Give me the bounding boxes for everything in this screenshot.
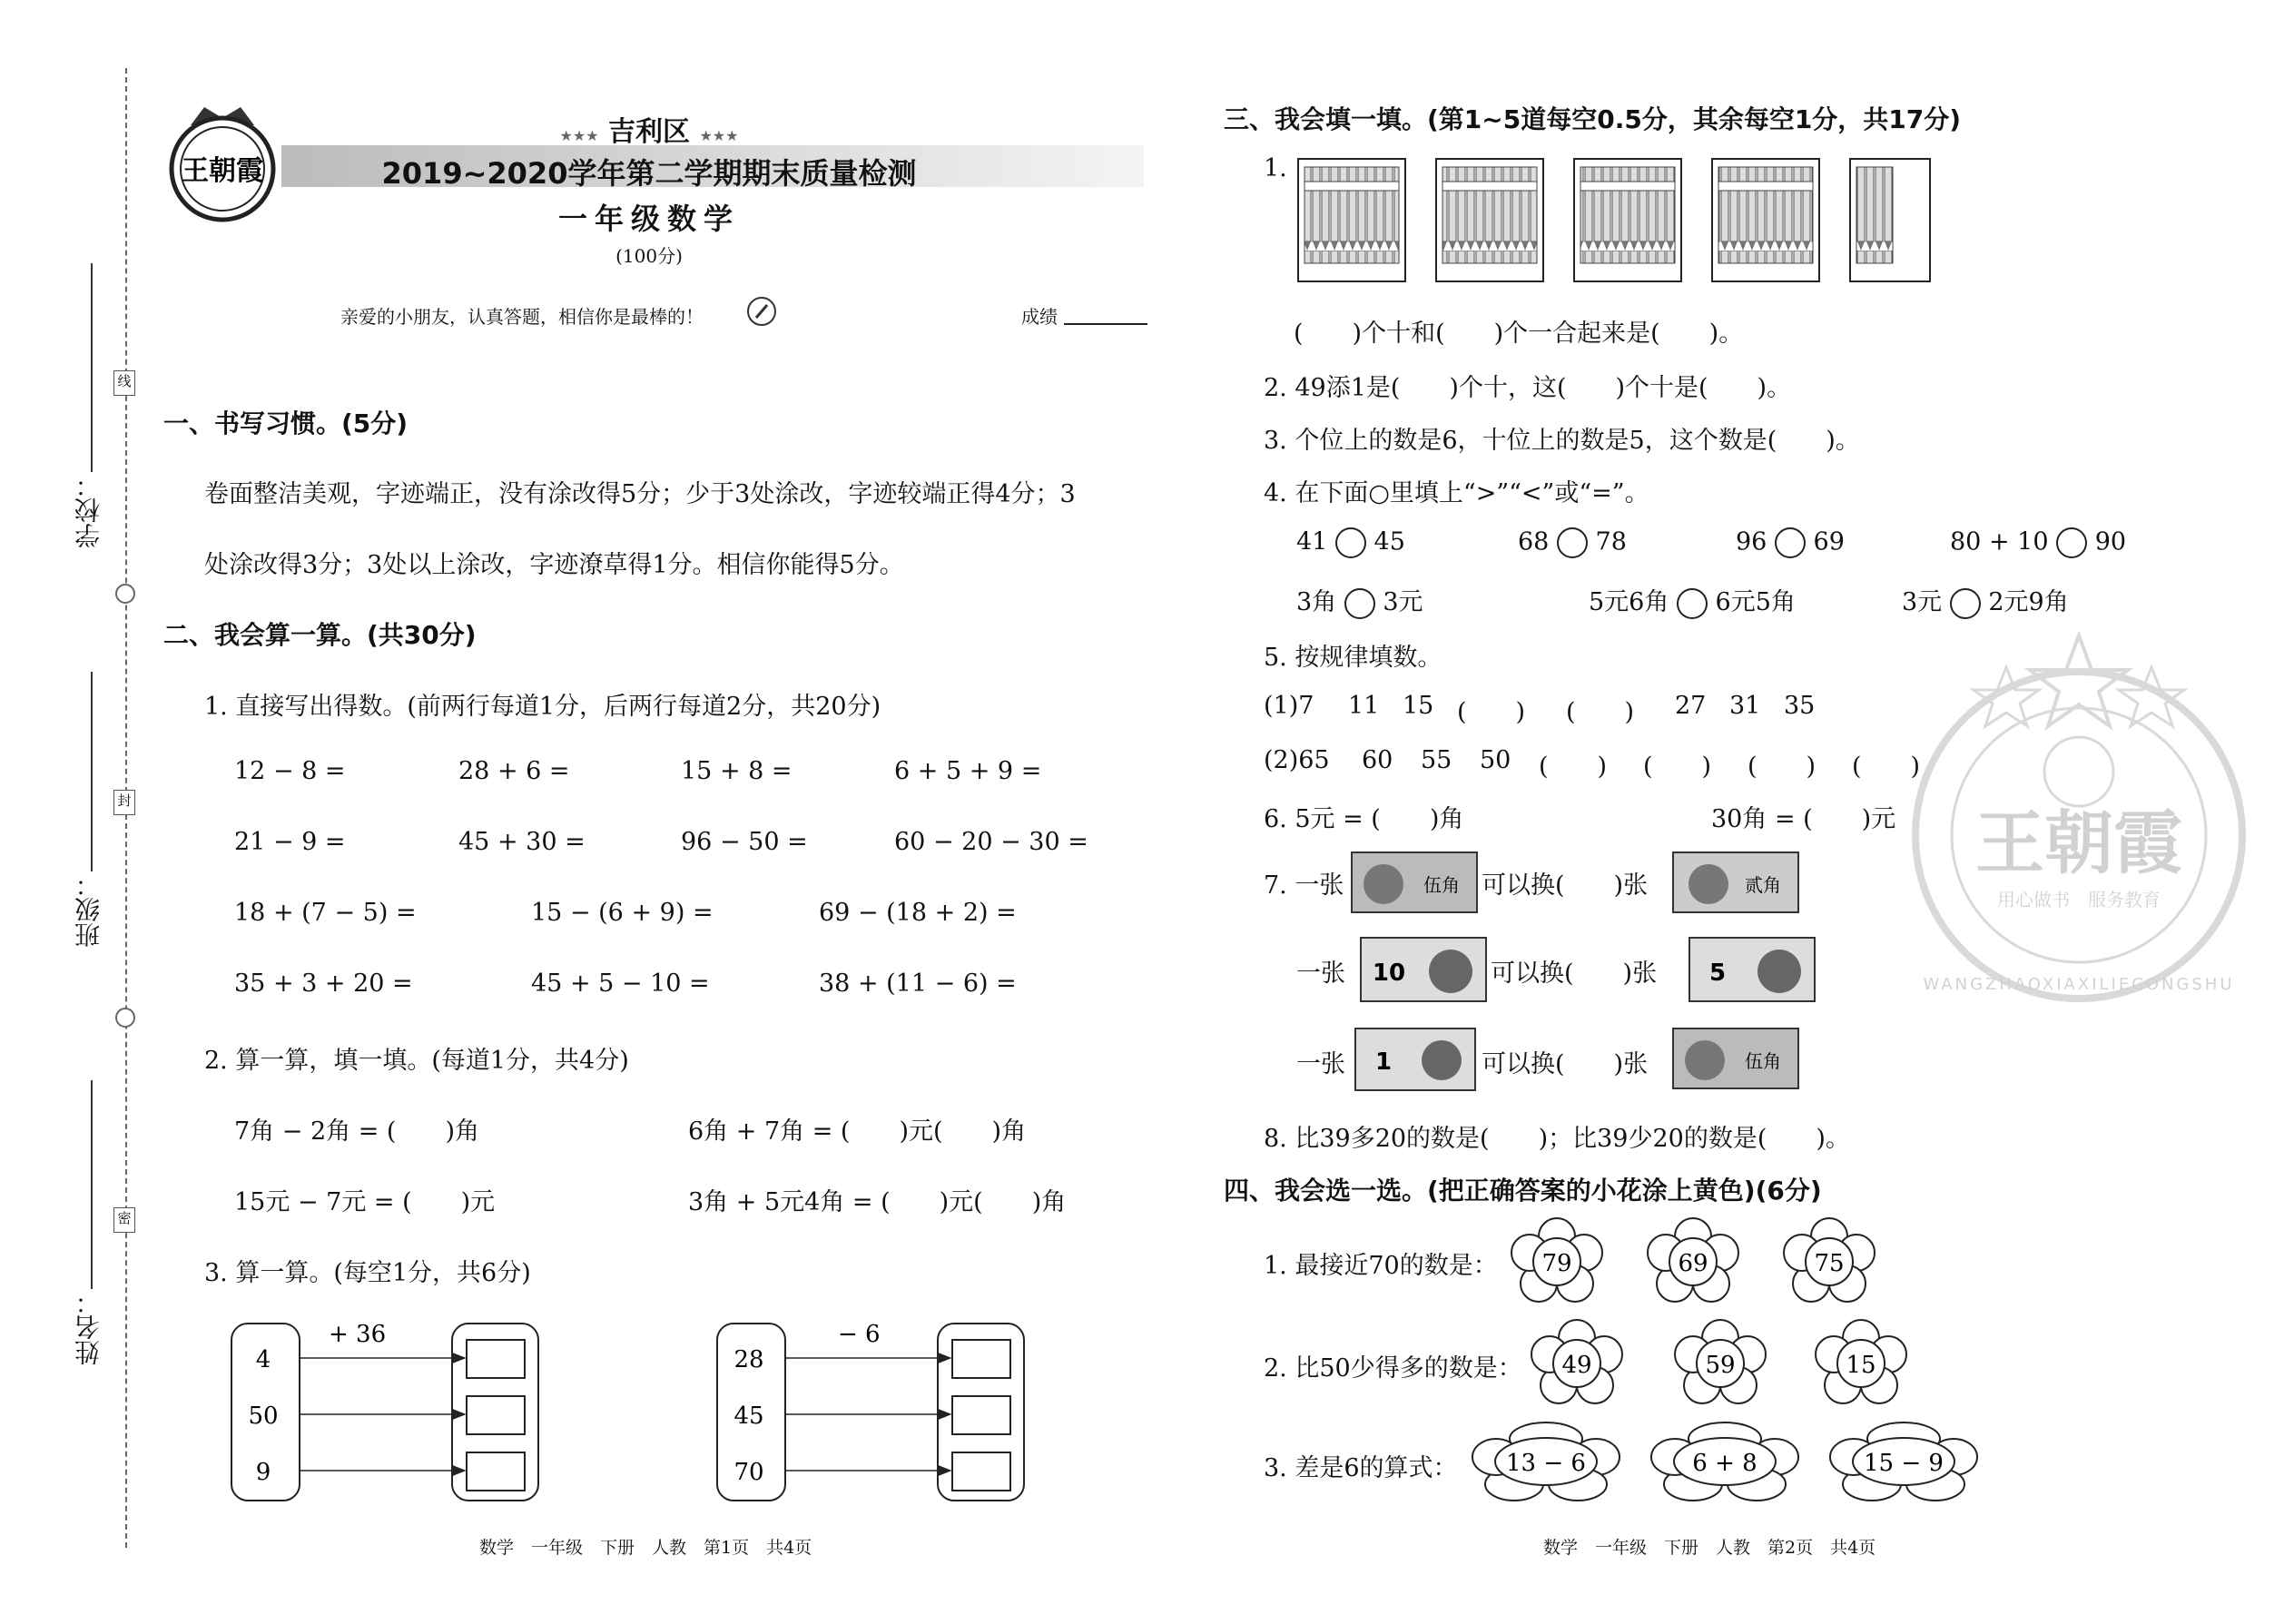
- calc-item: 15 − (6 + 9) =: [531, 899, 714, 927]
- money-calc: 6角 + 7角 = ( )元( )角: [688, 1117, 1027, 1146]
- flower-option[interactable]: [1826, 1421, 1981, 1502]
- section-3-title: 三、我会填一填。(第1~5道每空0.5分，其余每空1分，共17分): [1224, 104, 1962, 134]
- banknote-1-yuan: [1354, 1028, 1476, 1091]
- pencil-bundles: [1294, 154, 1947, 290]
- calc-item: 35 + 3 + 20 =: [234, 969, 413, 998]
- svg-text:6 + 8: 6 + 8: [1692, 1450, 1757, 1477]
- q2-1-title: 1. 直接写出得数。(前两行每道1分，后两行每道2分，共20分): [204, 693, 881, 721]
- q3-7a-prefix: 7. 一张: [1264, 871, 1344, 900]
- compare-item: 96 69: [1736, 527, 1845, 558]
- svg-text:伍角: 伍角: [1745, 1050, 1781, 1072]
- footer-left: 数学 一年级 下册 人教 第1页 共4页: [479, 1538, 812, 1558]
- svg-text:69: 69: [1678, 1250, 1708, 1277]
- q2-3-title: 3. 算一算。(每空1分，共6分): [204, 1259, 531, 1287]
- seal-mark-seal: 封: [113, 790, 135, 815]
- q4-3: 3. 差是6的算式：: [1264, 1454, 1458, 1482]
- sequence-item: 35: [1784, 692, 1816, 720]
- mapping-diagram-1: [227, 1314, 545, 1510]
- sequence-item: (1)7: [1264, 692, 1314, 720]
- section-1-title: 一、书写习惯。(5分): [163, 408, 409, 438]
- sequence-blank[interactable]: ( ): [1643, 753, 1712, 781]
- input-value: 28: [733, 1346, 764, 1373]
- section-2-title: 二、我会算一算。(共30分): [163, 620, 477, 650]
- q4-1: 1. 最接近70的数是：: [1264, 1252, 1498, 1280]
- svg-text:59: 59: [1705, 1352, 1736, 1379]
- bundle-of-ten: [1436, 159, 1543, 281]
- pencil-icon: [746, 296, 777, 327]
- flower-option[interactable]: [1527, 1318, 1627, 1409]
- name-label: 姓名：: [74, 1289, 103, 1365]
- q3-1-number: 1.: [1264, 154, 1287, 182]
- sequence-item: 11: [1348, 692, 1380, 720]
- flower-option[interactable]: [1507, 1216, 1607, 1307]
- q3-7c-suffix: 可以换( )张: [1482, 1050, 1649, 1078]
- sequence-blank[interactable]: ( ): [1457, 698, 1526, 726]
- q3-6b: 30角 = ( )元: [1711, 805, 1896, 833]
- svg-text:贰角: 贰角: [1745, 874, 1781, 896]
- q4-2: 2. 比50少得多的数是：: [1264, 1354, 1522, 1383]
- sequence-item: 50: [1480, 746, 1511, 774]
- answer-box[interactable]: [467, 1396, 525, 1434]
- banknote-2-jiao: [1672, 851, 1799, 913]
- watermark-name: 王朝霞: [1975, 802, 2182, 883]
- compare-item: 3角 3元: [1296, 582, 1423, 619]
- input-value: 45: [733, 1403, 764, 1430]
- compare-circle[interactable]: [1677, 588, 1708, 619]
- binding-hole: [115, 1008, 135, 1028]
- calc-item: 38 + (11 − 6) =: [819, 969, 1017, 998]
- banknote-10-yuan: [1360, 937, 1487, 1002]
- loose-pencils: [1850, 159, 1930, 281]
- compare-item: 5元6角 6元5角: [1589, 582, 1796, 619]
- flower-option[interactable]: [1670, 1318, 1770, 1409]
- subject-title: 一年级数学: [557, 202, 740, 236]
- sequence-item: 31: [1729, 692, 1761, 720]
- watermark-slogan: 用心做书 服务教育: [1997, 889, 2161, 910]
- q2-2-title: 2. 算一算，填一填。(每道1分，共4分): [204, 1047, 629, 1075]
- sequence-blank[interactable]: ( ): [1852, 753, 1921, 781]
- flower-option[interactable]: [1643, 1216, 1743, 1307]
- section-1-text-1: 卷面整洁美观，字迹端正，没有涂改得5分；少于3处涂改，字迹较端正得4分；3: [204, 480, 1076, 508]
- sequence-item: 60: [1362, 746, 1393, 774]
- watermark-ring: WANGZHAOXIAXILIECONGSHU: [1923, 975, 2235, 994]
- svg-text:5: 5: [1708, 960, 1727, 987]
- q3-6a: 6. 5元 = ( )角: [1264, 805, 1464, 833]
- bundle-of-ten: [1712, 159, 1819, 281]
- svg-text:15: 15: [1846, 1352, 1876, 1379]
- compare-item: 41 45: [1296, 527, 1405, 558]
- q3-4: 4. 在下面○里填上“>”“<”或“=”。: [1264, 479, 1649, 507]
- svg-text:1: 1: [1374, 1048, 1393, 1076]
- sequence-blank[interactable]: ( ): [1748, 753, 1816, 781]
- svg-text:79: 79: [1541, 1250, 1572, 1277]
- total-score: (100分): [615, 245, 683, 267]
- section-4-title: 四、我会选一选。(把正确答案的小花涂上黄色)(6分): [1224, 1176, 1822, 1206]
- banknote-5-jiao: [1351, 851, 1478, 913]
- q3-5: 5. 按规律填数。: [1264, 644, 1442, 672]
- calc-item: 15 + 8 =: [681, 757, 793, 785]
- sequence-item: 55: [1421, 746, 1452, 774]
- sequence-item: 27: [1675, 692, 1707, 720]
- calc-item: 96 − 50 =: [681, 828, 808, 856]
- money-calc: 15元 − 7元 = ( )元: [234, 1188, 496, 1216]
- sequence-blank[interactable]: ( ): [1566, 698, 1635, 726]
- calc-item: 28 + 6 =: [458, 757, 570, 785]
- sequence-blank[interactable]: ( ): [1539, 753, 1608, 781]
- sequence-item: 15: [1403, 692, 1434, 720]
- watermark-seal: [1897, 617, 2260, 1008]
- name-field[interactable]: [91, 1080, 93, 1289]
- money-calc: 7角 − 2角 = ( )角: [234, 1117, 479, 1146]
- answer-box[interactable]: [952, 1340, 1010, 1378]
- compare-circle[interactable]: [1950, 588, 1981, 619]
- calc-item: 45 + 5 − 10 =: [531, 969, 710, 998]
- svg-text:49: 49: [1561, 1352, 1592, 1379]
- svg-text:13 − 6: 13 − 6: [1506, 1450, 1586, 1477]
- district-title: ★★★ 吉利区 ★★★: [559, 116, 739, 148]
- input-value: 9: [255, 1459, 271, 1486]
- bundle-of-ten: [1298, 159, 1405, 281]
- footer-right: 数学 一年级 下册 人教 第2页 共4页: [1543, 1538, 1876, 1558]
- calc-item: 45 + 30 =: [458, 828, 586, 856]
- q3-3: 3. 个位上的数是6，十位上的数是5，这个数是( )。: [1264, 427, 1860, 455]
- q3-7b-prefix: 一张: [1296, 960, 1345, 988]
- school-label: 学校：: [74, 472, 103, 548]
- compare-item: 3元 2元9角: [1902, 582, 2069, 619]
- answer-box[interactable]: [467, 1340, 525, 1378]
- compare-item: 80 + 10 90: [1950, 527, 2126, 558]
- q3-7a-suffix: 可以换( )张: [1482, 871, 1649, 900]
- answer-box[interactable]: [952, 1396, 1010, 1434]
- flower-option[interactable]: [1469, 1421, 1623, 1502]
- svg-text:75: 75: [1814, 1250, 1845, 1277]
- svg-text:10: 10: [1372, 960, 1406, 987]
- bundle-of-ten: [1574, 159, 1681, 281]
- class-field[interactable]: [91, 672, 93, 871]
- svg-text:伍角: 伍角: [1423, 874, 1460, 896]
- greeting: 亲爱的小朋友，认真答题，相信你是最棒的！: [340, 306, 704, 328]
- banknote-5-jiao: [1672, 1028, 1799, 1089]
- logo-text: 王朝霞: [182, 155, 263, 187]
- exam-title: 2019~2020学年第二学期期末质量检测: [381, 156, 917, 191]
- input-value: 4: [255, 1346, 271, 1373]
- binding-hole: [115, 584, 135, 604]
- compare-circle[interactable]: [1335, 527, 1366, 558]
- compare-item: 68 78: [1518, 527, 1627, 558]
- answer-box[interactable]: [467, 1452, 525, 1491]
- q3-8: 8. 比39多20的数是( )；比39少20的数是( )。: [1264, 1125, 1850, 1153]
- q3-7b-suffix: 可以换( )张: [1491, 960, 1658, 988]
- input-value: 50: [248, 1403, 279, 1430]
- operator-label: + 36: [329, 1321, 387, 1348]
- seal-mark-line: 线: [113, 370, 135, 396]
- q3-1-text: ( )个十和( )个一合起来是( )。: [1294, 320, 1744, 348]
- calc-item: 60 − 20 − 30 =: [894, 828, 1088, 856]
- operator-label: − 6: [838, 1321, 881, 1348]
- calc-item: 69 − (18 + 2) =: [819, 899, 1017, 927]
- compare-circle[interactable]: [1344, 588, 1375, 619]
- seal-mark-secret: 密: [113, 1207, 135, 1233]
- grade-field[interactable]: [1064, 323, 1147, 325]
- calc-item: 12 − 8 =: [234, 757, 346, 785]
- compare-circle[interactable]: [1775, 527, 1806, 558]
- mapping-diagram-2: [713, 1314, 1030, 1510]
- svg-text:15 − 9: 15 − 9: [1864, 1450, 1944, 1477]
- school-field[interactable]: [91, 263, 93, 472]
- q3-7c-prefix: 一张: [1296, 1050, 1345, 1078]
- banknote-5-yuan: [1689, 937, 1816, 1002]
- calc-item: 6 + 5 + 9 =: [894, 757, 1042, 785]
- money-calc: 3角 + 5元4角 = ( )元( )角: [688, 1188, 1067, 1216]
- flower-option[interactable]: [1811, 1318, 1911, 1409]
- sequence-item: (2)65: [1264, 746, 1330, 774]
- input-value: 70: [733, 1459, 764, 1486]
- class-label: 班级：: [74, 871, 103, 948]
- compare-circle[interactable]: [1557, 527, 1588, 558]
- q3-2: 2. 49添1是( )个十，这( )个十是( )。: [1264, 374, 1792, 402]
- answer-box[interactable]: [952, 1452, 1010, 1491]
- flower-option[interactable]: [1648, 1421, 1802, 1502]
- flower-option[interactable]: [1779, 1216, 1879, 1307]
- calc-item: 21 − 9 =: [234, 828, 346, 856]
- grade-label: 成绩: [1021, 306, 1058, 328]
- compare-circle[interactable]: [2056, 527, 2087, 558]
- calc-item: 18 + (7 − 5) =: [234, 899, 417, 927]
- section-1-text-2: 处涂改得3分；3处以上涂改，字迹潦草得1分。相信你能得5分。: [204, 551, 904, 579]
